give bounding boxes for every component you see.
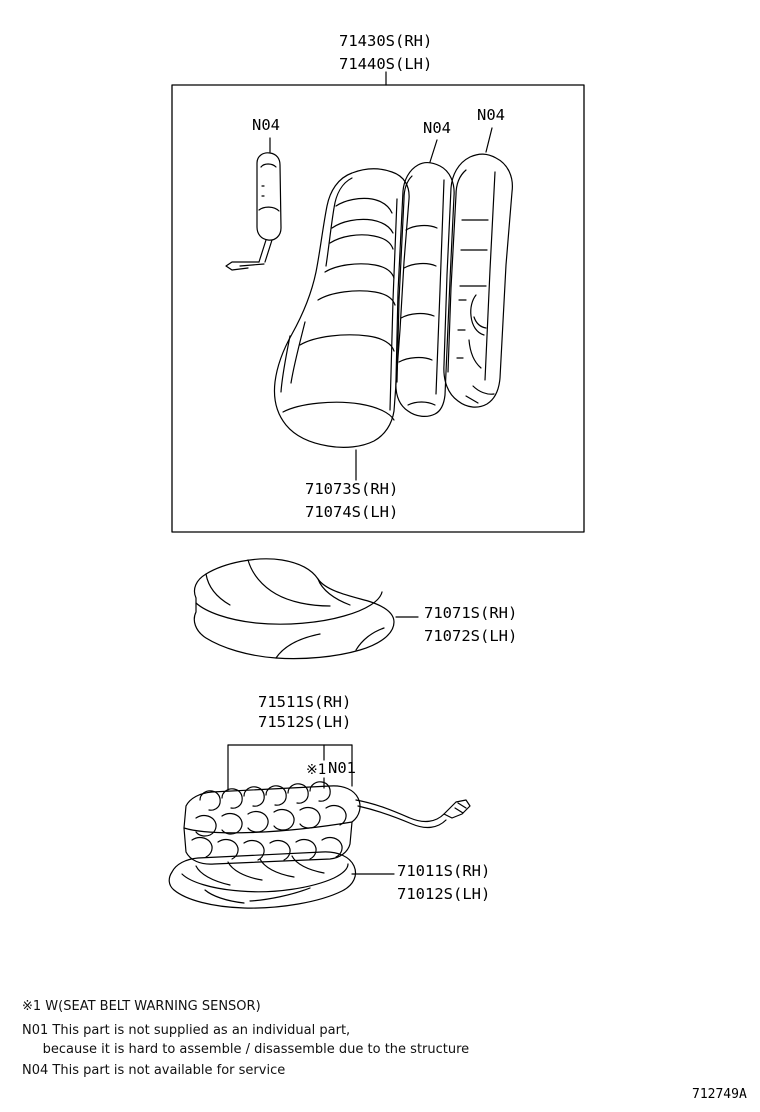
seatback-cover [274,169,409,448]
leader-n04-right [486,128,492,152]
pad-label-line2: 71012S(LH) [397,885,491,903]
cushion-label-line2: 71072S(LH) [424,627,518,645]
seatback-label-line1: 71073S(RH) [305,480,399,498]
seat-cushion-cover [194,559,394,659]
seat-heater-mat [184,782,470,864]
top-assembly-label-line1: 71430S(RH) [339,32,433,50]
headrest-part [226,153,281,270]
pad-label-line1: 71011S(RH) [397,862,491,880]
heater-label-line2: 71512S(LH) [258,713,352,731]
note-line-4: N04 This part is not available for service [22,1063,286,1078]
n01-prefix-mark: ※1 [306,762,327,778]
note-line-1: ※1 W(SEAT BELT WARNING SENSOR) [22,999,261,1014]
top-assembly-label-line2: 71440S(LH) [339,55,433,73]
cushion-label-line1: 71071S(RH) [424,604,518,622]
n01-mark: N01 [328,759,356,777]
seatback-trim-center [396,162,454,416]
note-line-3: because it is hard to assemble / disassemble due to the structure [22,1042,470,1057]
seatback-frame-right [444,154,513,407]
leader-n04-middle [430,140,437,162]
seatback-label-line2: 71074S(LH) [305,503,399,521]
seat-cushion-pad [169,852,355,908]
assembly-box [172,85,584,532]
n04-mark-headrest: N04 [252,116,280,134]
figure-code: 712749A [692,1087,747,1102]
heater-label-line1: 71511S(RH) [258,693,352,711]
n04-mark-center: N04 [423,119,451,137]
n04-mark-frame: N04 [477,106,505,124]
note-line-2: N01 This part is not supplied as an individual part, [22,1023,351,1038]
